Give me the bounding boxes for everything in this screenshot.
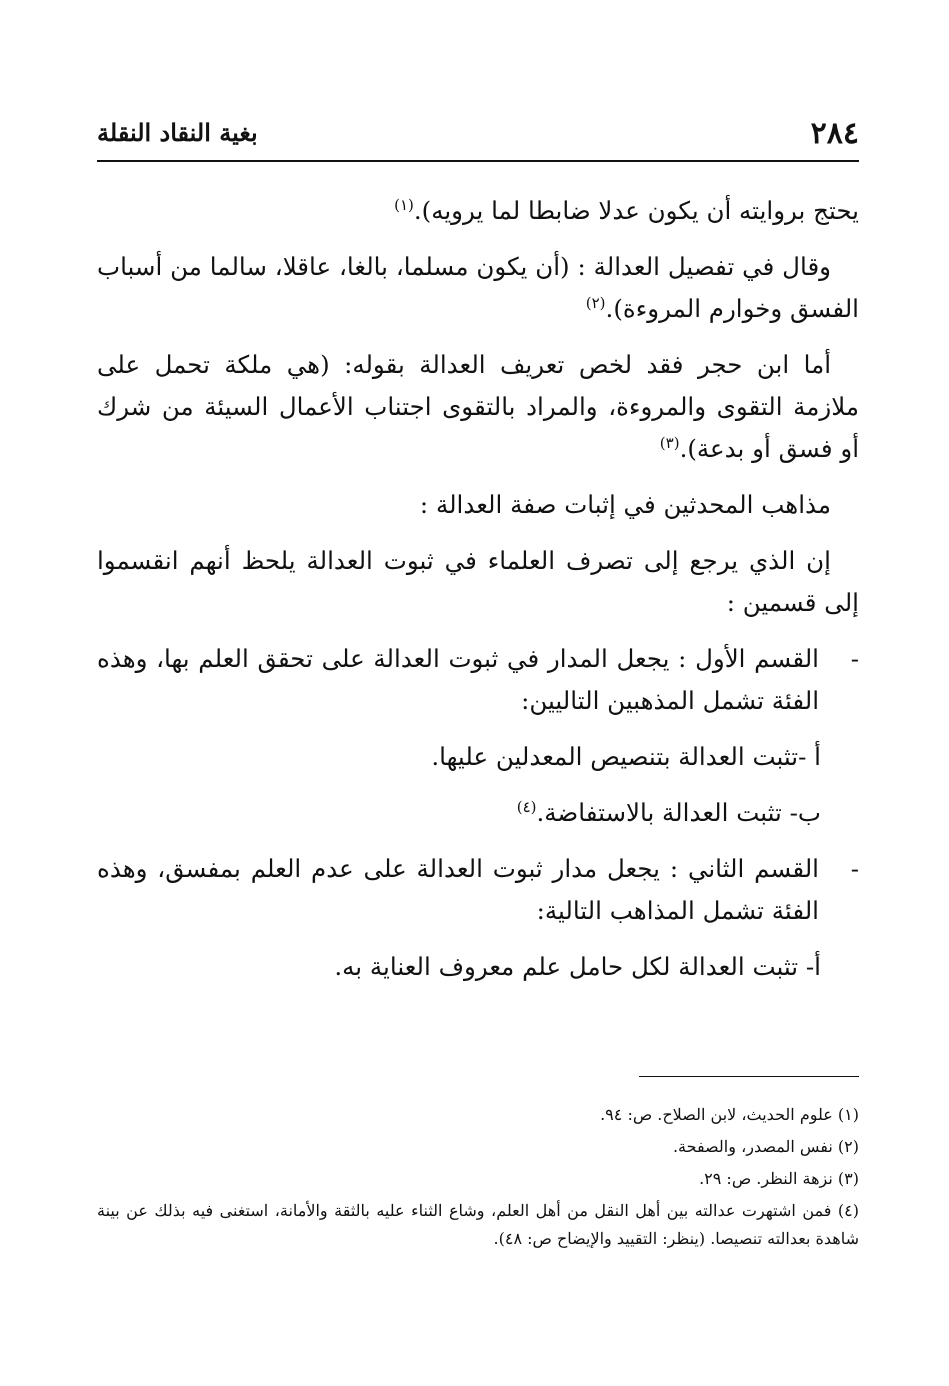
section-heading: مذاهب المحدثين في إثبات صفة العدالة :	[419, 490, 831, 519]
paragraph: وقال في تفصيل العدالة : (أن يكون مسلما، بالغا، عاقلا، سالما من أسباب الفسق وخوارم المروءة).$^{(٢)}$	[97, 252, 859, 323]
footnote-divider	[639, 1076, 859, 1077]
main-text	[97, 190, 859, 1002]
footnote: (٣) نزهة النظر. ص: ٢٩.	[699, 1169, 859, 1188]
paragraph: أما ابن حجر فقد لخص تعريف العدالة بقوله: (هي ملكة تحمل على ملازمة التقوى والمروءة، والمراد بالتقوى اجتناب الأعمال السيئة من شرك أو فسق أو بدعة).$^{(٣)}$	[97, 350, 859, 463]
footnote-ref: (٤)	[516, 797, 537, 816]
sub-item: أ -تثبت العدالة بتنصيص المعدلين عليها.	[431, 742, 821, 771]
list-dash: -	[850, 644, 859, 673]
list-dash: -	[850, 854, 859, 883]
paragraph: يحتج بروايته أن يكون عدلا ضابطا لما يرويه).$^{(١)}$	[394, 195, 859, 225]
footnote: (٤) فمن اشتهرت عدالته بين أهل النقل من أهل العلم، وشاع الثناء عليه بالثقة والأمانة، استغنى فيه بذلك عن بينة شاهدة بعدالته تنصيصا. (ينظر: التقييد والإيضاح ص: ٤٨).	[97, 1201, 859, 1248]
page-number: ٢٨٤	[810, 116, 859, 151]
page-header	[97, 110, 859, 162]
sub-item: ب- تثبت العدالة بالاستفاضة.$^{(٤)}$	[516, 797, 821, 827]
list-item: - القسم الأول : يجعل المدار في ثبوت العدالة على تحقق العلم بها، وهذه الفئة تشمل المذهبين التاليين:	[97, 638, 859, 722]
running-title: بغية النقاد النقلة	[97, 118, 258, 147]
footnote-ref: (٢)	[585, 293, 606, 312]
footnote-ref: (٣)	[659, 433, 680, 452]
footnotes	[97, 1076, 859, 1257]
list-item: - القسم الثاني : يجعل مدار ثبوت العدالة على عدم العلم بمفسق، وهذه الفئة تشمل المذاهب التالية:	[97, 848, 859, 932]
footnote: (١) علوم الحديث، لابن الصلاح. ص: ٩٤.	[600, 1105, 859, 1124]
paragraph: إن الذي يرجع إلى تصرف العلماء في ثبوت العدالة يلحظ أنهم انقسموا إلى قسمين :	[97, 546, 859, 617]
sub-item: أ- تثبت العدالة لكل حامل علم معروف العناية به.	[334, 952, 821, 981]
footnote-ref: (١)	[394, 195, 414, 214]
footnote: (٢) نفس المصدر، والصفحة.	[672, 1137, 859, 1156]
